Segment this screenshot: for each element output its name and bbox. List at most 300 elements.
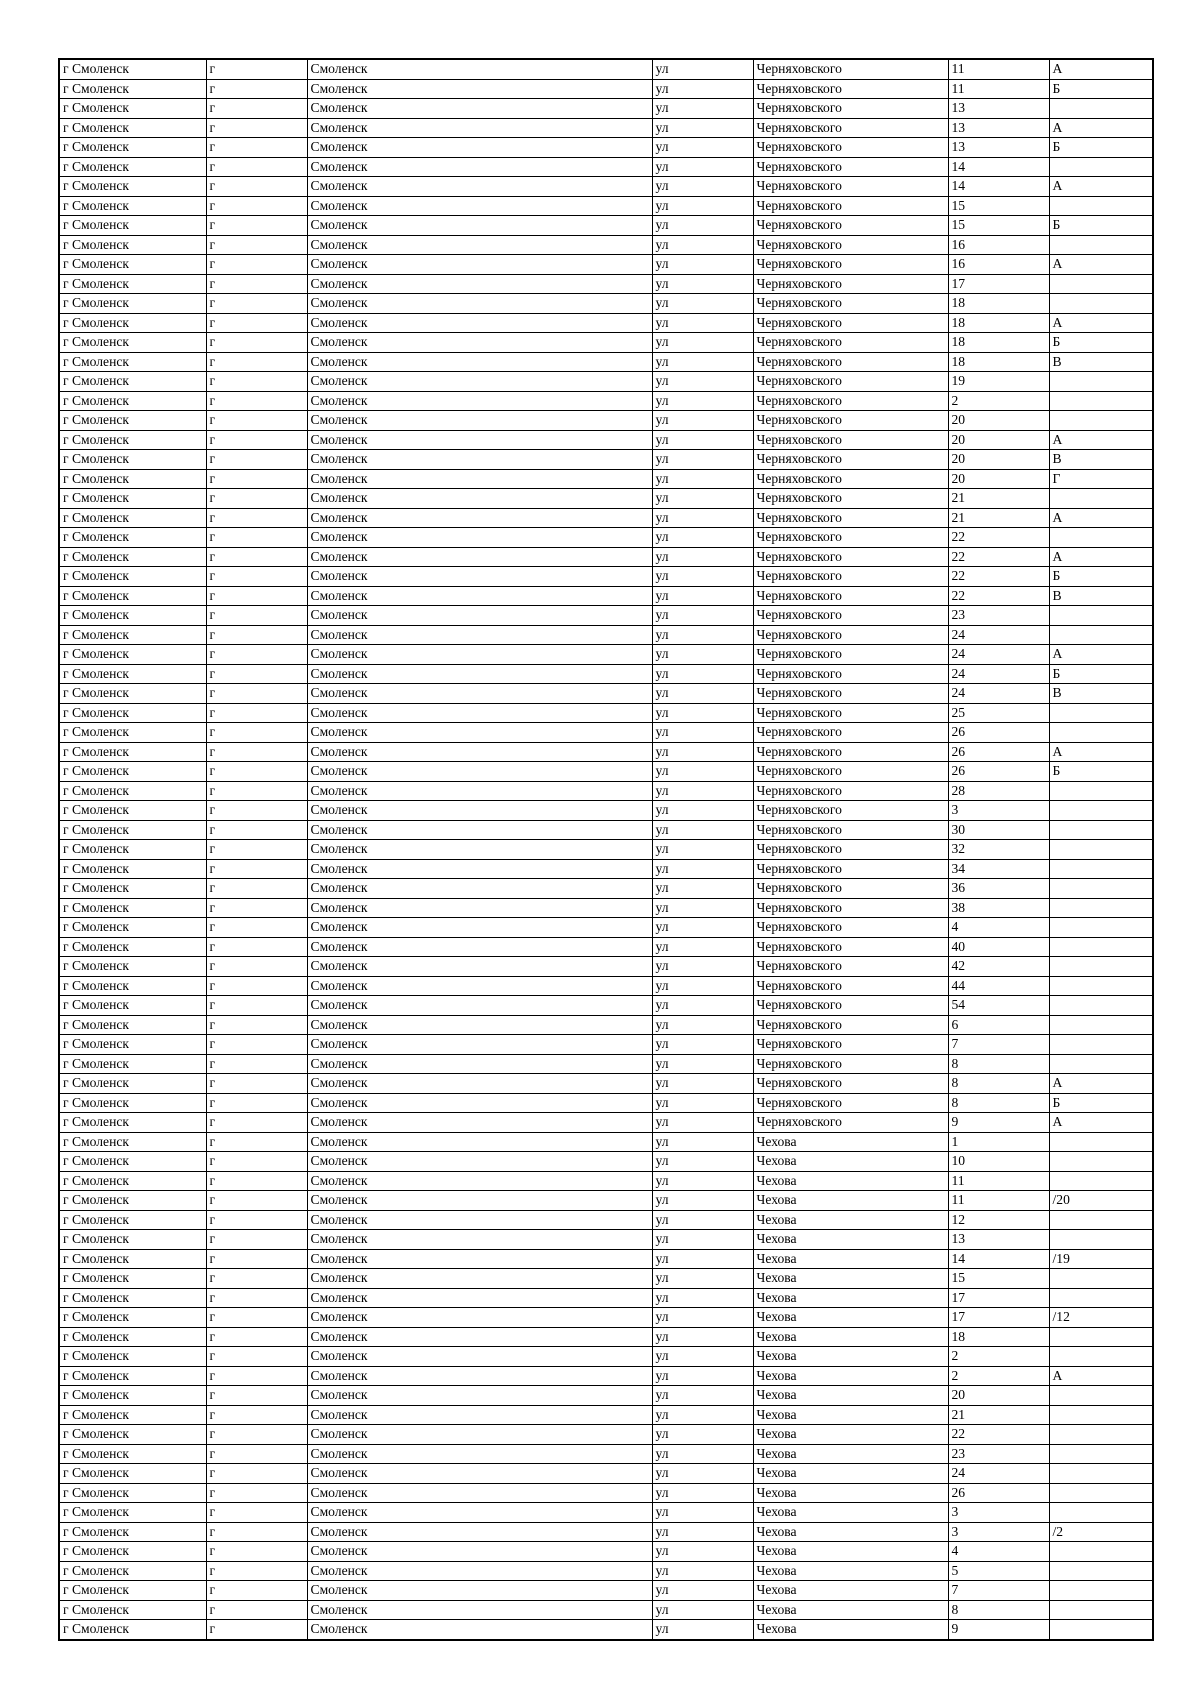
city-cell: г Смоленск bbox=[59, 820, 206, 840]
street-type-cell: ул bbox=[652, 1483, 753, 1503]
settlement-type-cell: г bbox=[206, 1561, 307, 1581]
settlement-type-cell: г bbox=[206, 450, 307, 470]
table-row bbox=[59, 235, 1153, 255]
street-name-cell: Черняховского bbox=[753, 79, 948, 99]
table-row bbox=[59, 372, 1153, 392]
house-suffix-cell bbox=[1049, 294, 1153, 314]
city-cell: г Смоленск bbox=[59, 372, 206, 392]
table-row bbox=[59, 1366, 1153, 1386]
table-row bbox=[59, 742, 1153, 762]
street-type-cell: ул bbox=[652, 157, 753, 177]
settlement-name-cell: Смоленск bbox=[307, 1425, 652, 1445]
house-suffix-cell bbox=[1049, 1210, 1153, 1230]
house-number-cell: 15 bbox=[948, 216, 1049, 236]
house-number-cell: 7 bbox=[948, 1035, 1049, 1055]
street-name-cell: Черняховского bbox=[753, 1054, 948, 1074]
street-type-cell: ул bbox=[652, 313, 753, 333]
house-number-cell: 18 bbox=[948, 333, 1049, 353]
city-cell: г Смоленск bbox=[59, 1171, 206, 1191]
settlement-type-cell: г bbox=[206, 469, 307, 489]
settlement-type-cell: г bbox=[206, 1444, 307, 1464]
settlement-name-cell: Смоленск bbox=[307, 1444, 652, 1464]
table-row bbox=[59, 333, 1153, 353]
settlement-type-cell: г bbox=[206, 937, 307, 957]
house-number-cell: 21 bbox=[948, 489, 1049, 509]
street-type-cell: ул bbox=[652, 255, 753, 275]
street-name-cell: Черняховского bbox=[753, 1093, 948, 1113]
city-cell: г Смоленск bbox=[59, 703, 206, 723]
house-number-cell: 24 bbox=[948, 625, 1049, 645]
settlement-type-cell: г bbox=[206, 1074, 307, 1094]
table-row bbox=[59, 957, 1153, 977]
street-name-cell: Чехова bbox=[753, 1483, 948, 1503]
table-row bbox=[59, 1093, 1153, 1113]
table-row bbox=[59, 411, 1153, 431]
street-name-cell: Черняховского bbox=[753, 118, 948, 138]
house-suffix-cell bbox=[1049, 781, 1153, 801]
street-type-cell: ул bbox=[652, 1464, 753, 1484]
house-number-cell: 24 bbox=[948, 664, 1049, 684]
settlement-name-cell: Смоленск bbox=[307, 372, 652, 392]
house-suffix-cell: А bbox=[1049, 118, 1153, 138]
house-suffix-cell bbox=[1049, 235, 1153, 255]
house-suffix-cell: Б bbox=[1049, 79, 1153, 99]
settlement-type-cell: г bbox=[206, 859, 307, 879]
street-name-cell: Черняховского bbox=[753, 684, 948, 704]
street-name-cell: Черняховского bbox=[753, 937, 948, 957]
settlement-name-cell: Смоленск bbox=[307, 547, 652, 567]
street-name-cell: Черняховского bbox=[753, 450, 948, 470]
house-number-cell: 8 bbox=[948, 1093, 1049, 1113]
street-name-cell: Чехова bbox=[753, 1347, 948, 1367]
table-row bbox=[59, 138, 1153, 158]
city-cell: г Смоленск bbox=[59, 1269, 206, 1289]
settlement-name-cell: Смоленск bbox=[307, 528, 652, 548]
street-type-cell: ул bbox=[652, 235, 753, 255]
street-name-cell: Черняховского bbox=[753, 157, 948, 177]
city-cell: г Смоленск bbox=[59, 489, 206, 509]
city-cell: г Смоленск bbox=[59, 1425, 206, 1445]
city-cell: г Смоленск bbox=[59, 1093, 206, 1113]
house-suffix-cell: А bbox=[1049, 255, 1153, 275]
house-suffix-cell: /19 bbox=[1049, 1249, 1153, 1269]
house-suffix-cell bbox=[1049, 703, 1153, 723]
house-suffix-cell bbox=[1049, 1015, 1153, 1035]
street-name-cell: Черняховского bbox=[753, 762, 948, 782]
street-name-cell: Черняховского bbox=[753, 294, 948, 314]
street-name-cell: Черняховского bbox=[753, 645, 948, 665]
settlement-type-cell: г bbox=[206, 547, 307, 567]
house-number-cell: 17 bbox=[948, 1308, 1049, 1328]
house-suffix-cell bbox=[1049, 801, 1153, 821]
settlement-type-cell: г bbox=[206, 255, 307, 275]
settlement-name-cell: Смоленск bbox=[307, 1386, 652, 1406]
house-number-cell: 5 bbox=[948, 1561, 1049, 1581]
settlement-name-cell: Смоленск bbox=[307, 859, 652, 879]
table-row bbox=[59, 1581, 1153, 1601]
settlement-name-cell: Смоленск bbox=[307, 1542, 652, 1562]
city-cell: г Смоленск bbox=[59, 391, 206, 411]
street-type-cell: ул bbox=[652, 138, 753, 158]
house-suffix-cell: В bbox=[1049, 352, 1153, 372]
table-row bbox=[59, 1308, 1153, 1328]
house-suffix-cell: В bbox=[1049, 586, 1153, 606]
street-name-cell: Черняховского bbox=[753, 1074, 948, 1094]
house-number-cell: 24 bbox=[948, 1464, 1049, 1484]
street-name-cell: Черняховского bbox=[753, 586, 948, 606]
city-cell: г Смоленск bbox=[59, 1230, 206, 1250]
settlement-name-cell: Смоленск bbox=[307, 1132, 652, 1152]
settlement-name-cell: Смоленск bbox=[307, 59, 652, 79]
settlement-name-cell: Смоленск bbox=[307, 1074, 652, 1094]
street-type-cell: ул bbox=[652, 684, 753, 704]
street-name-cell: Чехова bbox=[753, 1327, 948, 1347]
house-suffix-cell: В bbox=[1049, 684, 1153, 704]
city-cell: г Смоленск bbox=[59, 1386, 206, 1406]
street-name-cell: Черняховского bbox=[753, 352, 948, 372]
settlement-type-cell: г bbox=[206, 1230, 307, 1250]
table-row bbox=[59, 1210, 1153, 1230]
house-suffix-cell bbox=[1049, 1405, 1153, 1425]
house-suffix-cell: А bbox=[1049, 547, 1153, 567]
house-suffix-cell: Г bbox=[1049, 469, 1153, 489]
house-suffix-cell bbox=[1049, 391, 1153, 411]
city-cell: г Смоленск bbox=[59, 1522, 206, 1542]
settlement-type-cell: г bbox=[206, 1600, 307, 1620]
city-cell: г Смоленск bbox=[59, 118, 206, 138]
table-row bbox=[59, 840, 1153, 860]
settlement-type-cell: г bbox=[206, 1405, 307, 1425]
house-number-cell: 20 bbox=[948, 1386, 1049, 1406]
house-suffix-cell: Б bbox=[1049, 138, 1153, 158]
settlement-name-cell: Смоленск bbox=[307, 996, 652, 1016]
settlement-type-cell: г bbox=[206, 1054, 307, 1074]
city-cell: г Смоленск bbox=[59, 138, 206, 158]
street-type-cell: ул bbox=[652, 1191, 753, 1211]
settlement-type-cell: г bbox=[206, 840, 307, 860]
settlement-name-cell: Смоленск bbox=[307, 1347, 652, 1367]
settlement-type-cell: г bbox=[206, 742, 307, 762]
settlement-name-cell: Смоленск bbox=[307, 1015, 652, 1035]
house-suffix-cell bbox=[1049, 976, 1153, 996]
house-suffix-cell bbox=[1049, 1269, 1153, 1289]
street-type-cell: ул bbox=[652, 996, 753, 1016]
city-cell: г Смоленск bbox=[59, 625, 206, 645]
house-number-cell: 38 bbox=[948, 898, 1049, 918]
table-row bbox=[59, 1152, 1153, 1172]
settlement-type-cell: г bbox=[206, 781, 307, 801]
city-cell: г Смоленск bbox=[59, 216, 206, 236]
street-type-cell: ул bbox=[652, 1522, 753, 1542]
settlement-name-cell: Смоленск bbox=[307, 274, 652, 294]
street-name-cell: Черняховского bbox=[753, 528, 948, 548]
house-number-cell: 18 bbox=[948, 294, 1049, 314]
table-row bbox=[59, 1464, 1153, 1484]
street-name-cell: Черняховского bbox=[753, 820, 948, 840]
street-type-cell: ул bbox=[652, 664, 753, 684]
street-type-cell: ул bbox=[652, 1230, 753, 1250]
street-type-cell: ул bbox=[652, 528, 753, 548]
table-row bbox=[59, 976, 1153, 996]
settlement-name-cell: Смоленск bbox=[307, 1171, 652, 1191]
settlement-name-cell: Смоленск bbox=[307, 411, 652, 431]
settlement-type-cell: г bbox=[206, 430, 307, 450]
house-suffix-cell bbox=[1049, 1230, 1153, 1250]
settlement-name-cell: Смоленск bbox=[307, 1269, 652, 1289]
city-cell: г Смоленск bbox=[59, 586, 206, 606]
table-row bbox=[59, 1620, 1153, 1640]
settlement-name-cell: Смоленск bbox=[307, 664, 652, 684]
city-cell: г Смоленск bbox=[59, 1347, 206, 1367]
house-suffix-cell: А bbox=[1049, 430, 1153, 450]
street-name-cell: Черняховского bbox=[753, 898, 948, 918]
house-number-cell: 4 bbox=[948, 918, 1049, 938]
settlement-type-cell: г bbox=[206, 1269, 307, 1289]
city-cell: г Смоленск bbox=[59, 723, 206, 743]
house-number-cell: 22 bbox=[948, 586, 1049, 606]
street-name-cell: Чехова bbox=[753, 1561, 948, 1581]
city-cell: г Смоленск bbox=[59, 294, 206, 314]
street-name-cell: Чехова bbox=[753, 1269, 948, 1289]
settlement-name-cell: Смоленск bbox=[307, 391, 652, 411]
settlement-name-cell: Смоленск bbox=[307, 645, 652, 665]
house-suffix-cell bbox=[1049, 1327, 1153, 1347]
settlement-name-cell: Смоленск bbox=[307, 216, 652, 236]
table-row bbox=[59, 1249, 1153, 1269]
address-table bbox=[58, 58, 1154, 1641]
settlement-type-cell: г bbox=[206, 586, 307, 606]
street-type-cell: ул bbox=[652, 1308, 753, 1328]
street-type-cell: ул bbox=[652, 840, 753, 860]
city-cell: г Смоленск bbox=[59, 937, 206, 957]
house-suffix-cell bbox=[1049, 1171, 1153, 1191]
street-type-cell: ул bbox=[652, 547, 753, 567]
house-suffix-cell bbox=[1049, 840, 1153, 860]
street-name-cell: Черняховского bbox=[753, 411, 948, 431]
house-number-cell: 22 bbox=[948, 567, 1049, 587]
street-name-cell: Черняховского bbox=[753, 177, 948, 197]
house-number-cell: 26 bbox=[948, 723, 1049, 743]
street-name-cell: Чехова bbox=[753, 1522, 948, 1542]
city-cell: г Смоленск bbox=[59, 528, 206, 548]
house-number-cell: 34 bbox=[948, 859, 1049, 879]
house-suffix-cell bbox=[1049, 918, 1153, 938]
settlement-type-cell: г bbox=[206, 177, 307, 197]
house-suffix-cell: А bbox=[1049, 59, 1153, 79]
house-suffix-cell: Б bbox=[1049, 762, 1153, 782]
table-row bbox=[59, 391, 1153, 411]
street-name-cell: Черняховского bbox=[753, 99, 948, 119]
street-type-cell: ул bbox=[652, 1132, 753, 1152]
city-cell: г Смоленск bbox=[59, 1308, 206, 1328]
street-type-cell: ул bbox=[652, 1444, 753, 1464]
street-type-cell: ул bbox=[652, 59, 753, 79]
settlement-type-cell: г bbox=[206, 216, 307, 236]
house-number-cell: 8 bbox=[948, 1054, 1049, 1074]
city-cell: г Смоленск bbox=[59, 1366, 206, 1386]
street-name-cell: Черняховского bbox=[753, 59, 948, 79]
street-name-cell: Чехова bbox=[753, 1620, 948, 1640]
city-cell: г Смоленск bbox=[59, 567, 206, 587]
table-row bbox=[59, 1015, 1153, 1035]
settlement-type-cell: г bbox=[206, 352, 307, 372]
settlement-type-cell: г bbox=[206, 1483, 307, 1503]
settlement-type-cell: г bbox=[206, 1425, 307, 1445]
settlement-type-cell: г bbox=[206, 235, 307, 255]
house-number-cell: 3 bbox=[948, 801, 1049, 821]
house-suffix-cell bbox=[1049, 1288, 1153, 1308]
house-number-cell: 17 bbox=[948, 274, 1049, 294]
city-cell: г Смоленск bbox=[59, 1113, 206, 1133]
house-suffix-cell bbox=[1049, 1347, 1153, 1367]
street-type-cell: ул bbox=[652, 1054, 753, 1074]
street-name-cell: Чехова bbox=[753, 1542, 948, 1562]
settlement-name-cell: Смоленск bbox=[307, 1113, 652, 1133]
settlement-type-cell: г bbox=[206, 976, 307, 996]
city-cell: г Смоленск bbox=[59, 430, 206, 450]
settlement-type-cell: г bbox=[206, 879, 307, 899]
city-cell: г Смоленск bbox=[59, 313, 206, 333]
house-number-cell: 18 bbox=[948, 313, 1049, 333]
street-type-cell: ул bbox=[652, 703, 753, 723]
settlement-name-cell: Смоленск bbox=[307, 1152, 652, 1172]
house-suffix-cell: А bbox=[1049, 1113, 1153, 1133]
house-suffix-cell bbox=[1049, 996, 1153, 1016]
table-row bbox=[59, 1386, 1153, 1406]
house-suffix-cell bbox=[1049, 1483, 1153, 1503]
house-number-cell: 9 bbox=[948, 1113, 1049, 1133]
house-number-cell: 16 bbox=[948, 235, 1049, 255]
city-cell: г Смоленск bbox=[59, 957, 206, 977]
street-name-cell: Чехова bbox=[753, 1152, 948, 1172]
table-row bbox=[59, 177, 1153, 197]
table-row bbox=[59, 216, 1153, 236]
settlement-type-cell: г bbox=[206, 391, 307, 411]
house-number-cell: 1 bbox=[948, 1132, 1049, 1152]
street-name-cell: Черняховского bbox=[753, 996, 948, 1016]
table-row bbox=[59, 1269, 1153, 1289]
table-row bbox=[59, 918, 1153, 938]
city-cell: г Смоленск bbox=[59, 1600, 206, 1620]
street-type-cell: ул bbox=[652, 430, 753, 450]
house-number-cell: 20 bbox=[948, 411, 1049, 431]
settlement-type-cell: г bbox=[206, 1366, 307, 1386]
settlement-name-cell: Смоленск bbox=[307, 1230, 652, 1250]
city-cell: г Смоленск bbox=[59, 781, 206, 801]
street-type-cell: ул bbox=[652, 294, 753, 314]
street-name-cell: Чехова bbox=[753, 1132, 948, 1152]
settlement-name-cell: Смоленск bbox=[307, 1210, 652, 1230]
city-cell: г Смоленск bbox=[59, 1581, 206, 1601]
settlement-name-cell: Смоленск bbox=[307, 586, 652, 606]
house-suffix-cell bbox=[1049, 1561, 1153, 1581]
settlement-type-cell: г bbox=[206, 645, 307, 665]
street-type-cell: ул bbox=[652, 1561, 753, 1581]
street-name-cell: Черняховского bbox=[753, 742, 948, 762]
street-name-cell: Чехова bbox=[753, 1600, 948, 1620]
city-cell: г Смоленск bbox=[59, 196, 206, 216]
house-number-cell: 3 bbox=[948, 1522, 1049, 1542]
table-row bbox=[59, 684, 1153, 704]
settlement-name-cell: Смоленск bbox=[307, 255, 652, 275]
city-cell: г Смоленск bbox=[59, 352, 206, 372]
house-number-cell: 11 bbox=[948, 1171, 1049, 1191]
city-cell: г Смоленск bbox=[59, 879, 206, 899]
settlement-type-cell: г bbox=[206, 898, 307, 918]
settlement-type-cell: г bbox=[206, 1210, 307, 1230]
settlement-name-cell: Смоленск bbox=[307, 1503, 652, 1523]
table-row bbox=[59, 1035, 1153, 1055]
table-row bbox=[59, 645, 1153, 665]
street-name-cell: Черняховского bbox=[753, 372, 948, 392]
house-suffix-cell bbox=[1049, 411, 1153, 431]
table-row bbox=[59, 1405, 1153, 1425]
settlement-name-cell: Смоленск bbox=[307, 157, 652, 177]
street-type-cell: ул bbox=[652, 1581, 753, 1601]
city-cell: г Смоленск bbox=[59, 1074, 206, 1094]
street-name-cell: Черняховского bbox=[753, 1015, 948, 1035]
table-row bbox=[59, 586, 1153, 606]
house-number-cell: 17 bbox=[948, 1288, 1049, 1308]
house-number-cell: 13 bbox=[948, 99, 1049, 119]
city-cell: г Смоленск bbox=[59, 684, 206, 704]
street-type-cell: ул bbox=[652, 1269, 753, 1289]
street-type-cell: ул bbox=[652, 1152, 753, 1172]
house-number-cell: 19 bbox=[948, 372, 1049, 392]
street-name-cell: Черняховского bbox=[753, 255, 948, 275]
street-type-cell: ул bbox=[652, 1503, 753, 1523]
house-suffix-cell: Б bbox=[1049, 333, 1153, 353]
street-type-cell: ул bbox=[652, 1542, 753, 1562]
street-name-cell: Чехова bbox=[753, 1308, 948, 1328]
settlement-name-cell: Смоленск bbox=[307, 1054, 652, 1074]
street-name-cell: Черняховского bbox=[753, 859, 948, 879]
street-type-cell: ул bbox=[652, 1327, 753, 1347]
settlement-name-cell: Смоленск bbox=[307, 684, 652, 704]
settlement-type-cell: г bbox=[206, 79, 307, 99]
city-cell: г Смоленск bbox=[59, 177, 206, 197]
settlement-type-cell: г bbox=[206, 1035, 307, 1055]
house-suffix-cell bbox=[1049, 1425, 1153, 1445]
settlement-type-cell: г bbox=[206, 1542, 307, 1562]
settlement-type-cell: г bbox=[206, 606, 307, 626]
settlement-name-cell: Смоленск bbox=[307, 1464, 652, 1484]
city-cell: г Смоленск bbox=[59, 59, 206, 79]
street-type-cell: ул bbox=[652, 645, 753, 665]
settlement-type-cell: г bbox=[206, 1132, 307, 1152]
house-number-cell: 8 bbox=[948, 1600, 1049, 1620]
house-number-cell: 7 bbox=[948, 1581, 1049, 1601]
settlement-name-cell: Смоленск bbox=[307, 196, 652, 216]
settlement-name-cell: Смоленск bbox=[307, 898, 652, 918]
house-suffix-cell bbox=[1049, 372, 1153, 392]
street-name-cell: Чехова bbox=[753, 1581, 948, 1601]
street-name-cell: Чехова bbox=[753, 1210, 948, 1230]
table-row bbox=[59, 1074, 1153, 1094]
settlement-name-cell: Смоленск bbox=[307, 313, 652, 333]
street-name-cell: Черняховского bbox=[753, 508, 948, 528]
house-suffix-cell bbox=[1049, 1464, 1153, 1484]
city-cell: г Смоленск bbox=[59, 801, 206, 821]
settlement-type-cell: г bbox=[206, 118, 307, 138]
house-number-cell: 18 bbox=[948, 1327, 1049, 1347]
city-cell: г Смоленск bbox=[59, 411, 206, 431]
house-number-cell: 6 bbox=[948, 1015, 1049, 1035]
settlement-type-cell: г bbox=[206, 1191, 307, 1211]
street-name-cell: Чехова bbox=[753, 1288, 948, 1308]
settlement-name-cell: Смоленск bbox=[307, 762, 652, 782]
table-row bbox=[59, 196, 1153, 216]
